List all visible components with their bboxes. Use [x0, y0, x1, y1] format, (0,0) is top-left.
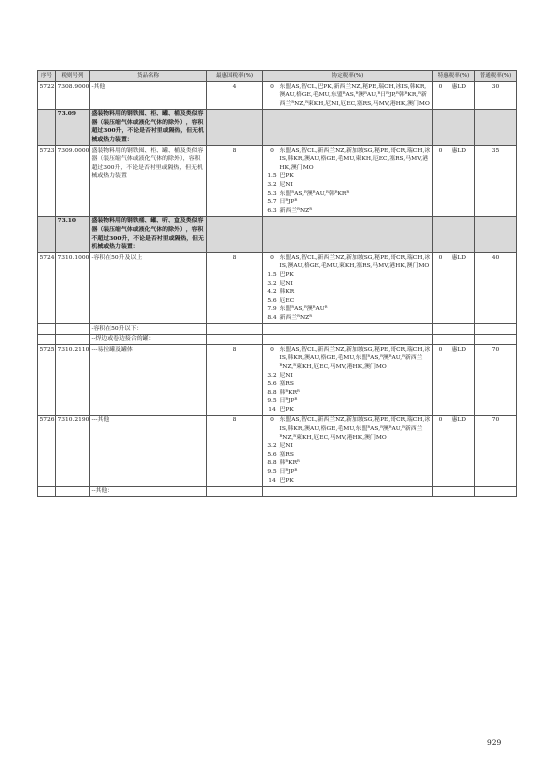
- row-mfn: 8: [207, 146, 263, 217]
- row-seq: [38, 109, 56, 145]
- agreed-line: [265, 346, 431, 372]
- agreed-text: 东盟AS,智CL,新西兰NZ,新加坡SG,秘PE,哥CR,瑞CH,冰IS,韩KR,澳AU,格GE,毛MU,东盟ᴿAS,ᴿ澳ᴿAU,ᴿ新西兰ᴿNZ,ᴿ柬KH,厄EC,马MV,港HK,澳门MO: [279, 346, 431, 370]
- header-code: 税则号列: [56, 71, 90, 82]
- row-mfn: 4: [207, 82, 263, 110]
- row-desc: ---其他: [90, 415, 207, 486]
- agreed-text: 东盟ᴿAS,ᴿ澳ᴿAUᴿ: [279, 306, 328, 313]
- agreed-line: [265, 280, 431, 289]
- subheading-desc: --焊边或卷边接合的罐：: [90, 334, 207, 345]
- agreed-rate: 5.7: [267, 199, 277, 206]
- agreed-line: [265, 271, 431, 280]
- pref-rate: 0: [438, 254, 443, 261]
- agreed-line: [265, 380, 431, 389]
- table-row: [38, 345, 517, 416]
- agreed-rate: 1.5: [267, 173, 277, 180]
- agreed-line: [265, 468, 431, 477]
- agreed-text: 巴PK: [279, 173, 294, 180]
- subheading-row: [38, 324, 517, 335]
- row-agreed: [263, 415, 433, 486]
- agreed-text: 塞RS: [279, 381, 294, 388]
- table-header-row: [38, 71, 517, 82]
- agreed-line: [265, 190, 431, 199]
- agreed-text: 东盟AS,智CL,新西兰NZ,新加坡SG,秘PE,哥CR,瑞CH,冰IS,澳AU,格GE,毛MU,柬KH,塞RS,马MV,港HK,澳门MO: [279, 254, 431, 270]
- subheading-row: [38, 486, 517, 497]
- header-seq: 序号: [38, 71, 56, 82]
- pref-text: 惠LD: [451, 83, 467, 90]
- agreed-line: [265, 477, 431, 486]
- row-code: 7310.2110: [56, 345, 90, 416]
- agreed-rate: 5.3: [267, 190, 277, 197]
- row-general: 70: [475, 415, 517, 486]
- row-seq: 5722: [38, 82, 56, 110]
- heading-row: [38, 109, 517, 145]
- pref-pair: [435, 416, 473, 425]
- empty-cell: [433, 216, 475, 252]
- table-row: [38, 253, 517, 324]
- agreed-text: 韩ᴿKRᴿ: [279, 389, 300, 396]
- agreed-line: [265, 416, 431, 442]
- pref-text: 惠LD: [451, 417, 467, 424]
- agreed-line: [265, 397, 431, 406]
- agreed-text: 尼NI: [279, 182, 293, 189]
- agreed-text: 韩KR: [279, 289, 295, 296]
- row-agreed: [263, 345, 433, 416]
- agreed-rate: 1.5: [267, 271, 277, 278]
- page-number: 929: [487, 738, 502, 747]
- agreed-text: 尼NI: [279, 443, 293, 450]
- row-general: 40: [475, 253, 517, 324]
- row-pref: [433, 415, 475, 486]
- tariff-table: [37, 70, 517, 497]
- empty-cell: [263, 109, 433, 145]
- heading-row: [38, 216, 517, 252]
- agreed-text: 日ᴿJPᴿ: [279, 199, 298, 206]
- pref-text: 惠LD: [451, 346, 467, 353]
- agreed-rate: 9.5: [267, 469, 277, 476]
- subheading-row: [38, 334, 517, 345]
- pref-rate: 0: [438, 147, 443, 154]
- row-code: [56, 324, 90, 335]
- empty-cell: [207, 324, 263, 335]
- row-pref: [433, 146, 475, 217]
- pref-rate: 0: [438, 83, 443, 90]
- empty-cell: [263, 486, 433, 497]
- agreed-text: 日ᴿJPᴿ: [279, 469, 298, 476]
- row-seq: 5726: [38, 415, 56, 486]
- row-desc: 盛装物料用的钢铁囤、柜、罐、桶及类似容器（装压缩气体或液化气体的除外），容积超过300升，不论是否衬里或隔热，但无机械或热力装置: [90, 146, 207, 217]
- row-code: [56, 486, 90, 497]
- row-pref: [433, 345, 475, 416]
- empty-cell: [475, 334, 517, 345]
- heading-code: 73.10: [56, 216, 90, 252]
- header-agreed: 协定税率(%): [263, 71, 433, 82]
- agreed-text: 东盟ᴿAS,ᴿ澳ᴿAU,ᴿ韩ᴿKRᴿ: [279, 190, 350, 197]
- row-code: 7310.1000: [56, 253, 90, 324]
- agreed-rate: 0: [270, 147, 274, 154]
- agreed-rate: 8.8: [267, 389, 277, 396]
- row-mfn: 8: [207, 345, 263, 416]
- empty-cell: [433, 324, 475, 335]
- row-general: 30: [475, 82, 517, 110]
- agreed-text: 新西兰ᴿNZᴿ: [279, 207, 313, 214]
- pref-pair: [435, 346, 473, 355]
- row-code: 7309.0000: [56, 146, 90, 217]
- header-desc: 货品名称: [90, 71, 207, 82]
- empty-cell: [433, 334, 475, 345]
- agreed-line: [265, 83, 431, 109]
- empty-cell: [475, 486, 517, 497]
- pref-pair: [435, 254, 473, 263]
- agreed-line: [265, 181, 431, 190]
- empty-cell: [263, 324, 433, 335]
- agreed-text: 东盟AS,智CL,新西兰NZ,新加坡SG,秘PE,哥CR,瑞CH,冰IS,韩KR,澳AU,格GE,毛MU,柬KH,厄EC,塞RS,马MV,港HK,澳门MO: [279, 147, 431, 171]
- header-general: 普通税率(%): [475, 71, 517, 82]
- agreed-line: [265, 207, 431, 216]
- agreed-line: [265, 172, 431, 181]
- agreed-text: 厄EC: [279, 297, 295, 304]
- agreed-text: 巴PK: [279, 477, 294, 484]
- row-pref: [433, 253, 475, 324]
- agreed-rate: 5.6: [267, 381, 277, 388]
- row-desc: -其他: [90, 82, 207, 110]
- agreed-line: [265, 389, 431, 398]
- row-mfn: 8: [207, 253, 263, 324]
- agreed-rate: 8.4: [267, 314, 277, 321]
- subheading-desc: --其他：: [90, 486, 207, 497]
- agreed-text: 韩ᴿKRᴿ: [279, 460, 300, 467]
- empty-cell: [433, 486, 475, 497]
- row-mfn: 8: [207, 415, 263, 486]
- row-agreed: [263, 82, 433, 110]
- agreed-rate: 8.8: [267, 460, 277, 467]
- heading-desc: 盛装物料用的钢铁桶、罐、听、盒及类似容器（装压缩气体或液化气体的除外），容积不超过300升，不论是否衬里或隔热，但无机械或热力装置：: [90, 216, 207, 252]
- agreed-line: [265, 297, 431, 306]
- row-code: 7310.2190: [56, 415, 90, 486]
- agreed-line: [265, 147, 431, 173]
- row-seq: 5725: [38, 345, 56, 416]
- row-general: 35: [475, 146, 517, 217]
- agreed-rate: 3.2: [267, 372, 277, 379]
- row-desc: ---易拉罐及罐体: [90, 345, 207, 416]
- agreed-text: 尼NI: [279, 372, 293, 379]
- agreed-line: [265, 305, 431, 314]
- row-code: [56, 334, 90, 345]
- agreed-text: 巴PK: [279, 406, 294, 413]
- table-row: [38, 146, 517, 217]
- agreed-text: 东盟AS,智CL,巴PK,新西兰NZ,秘PE,瑞CH,冰IS,韩KR,澳AU,格GE,毛MU,东盟ᴿAS,ᴿ澳ᴿAU,ᴿ日ᴿJP,ᴿ韩ᴿKR,ᴿ新西兰ᴿNZ,ᴿ柬KH,尼NI,厄EC,塞RS,马MV,港HK,澳门MO: [279, 83, 430, 107]
- agreed-rate: 5.6: [267, 451, 277, 458]
- agreed-rate: 4.2: [267, 289, 277, 296]
- pref-pair: [435, 147, 473, 156]
- row-seq: 5723: [38, 146, 56, 217]
- empty-cell: [207, 334, 263, 345]
- agreed-text: 塞RS: [279, 451, 294, 458]
- table-row: [38, 415, 517, 486]
- row-code: 7308.9000: [56, 82, 90, 110]
- pref-rate: 0: [438, 417, 443, 424]
- agreed-line: [265, 254, 431, 271]
- table-row: [38, 82, 517, 110]
- agreed-rate: 14: [268, 406, 276, 413]
- row-desc: -容积在50升及以上: [90, 253, 207, 324]
- agreed-text: 日ᴿJPᴿ: [279, 398, 298, 405]
- agreed-line: [265, 451, 431, 460]
- row-pref: [433, 82, 475, 110]
- row-seq: [38, 334, 56, 345]
- pref-text: 惠LD: [451, 147, 467, 154]
- empty-cell: [263, 334, 433, 345]
- agreed-line: [265, 459, 431, 468]
- agreed-rate: 0: [270, 346, 274, 353]
- agreed-rate: 3.2: [267, 280, 277, 287]
- header-mfn: 最惠国税率(%): [207, 71, 263, 82]
- row-agreed: [263, 253, 433, 324]
- agreed-rate: 0: [270, 417, 274, 424]
- row-agreed: [263, 146, 433, 217]
- agreed-line: [265, 288, 431, 297]
- agreed-line: [265, 314, 431, 323]
- empty-cell: [263, 216, 433, 252]
- heading-desc: 盛装物料用的钢铁囤、柜、罐、桶及类似容器（装压缩气体或液化气体的除外），容积超过300升，不论是否衬里或隔热，但无机械或热力装置：: [90, 109, 207, 145]
- agreed-text: 新西兰ᴿNZᴿ: [279, 314, 313, 321]
- agreed-rate: 14: [268, 477, 276, 484]
- empty-cell: [207, 109, 263, 145]
- pref-pair: [435, 83, 473, 92]
- row-seq: [38, 324, 56, 335]
- empty-cell: [475, 324, 517, 335]
- agreed-text: 东盟AS,智CL,新西兰NZ,新加坡SG,秘PE,哥CR,瑞CH,冰IS,韩KR,澳AU,格GE,毛MU,东盟ᴿAS,ᴿ澳ᴿAU,ᴿ新西兰ᴿNZ,ᴿ柬KH,厄EC,马MV,港HK,澳门MO: [279, 417, 431, 441]
- agreed-rate: 6.3: [267, 207, 277, 214]
- heading-code: 73.09: [56, 109, 90, 145]
- agreed-text: 巴PK: [279, 271, 294, 278]
- empty-cell: [475, 216, 517, 252]
- agreed-rate: 7.9: [267, 306, 277, 313]
- agreed-line: [265, 198, 431, 207]
- agreed-rate: 0: [270, 83, 274, 90]
- agreed-text: 尼NI: [279, 280, 293, 287]
- table-body: [38, 82, 517, 497]
- empty-cell: [207, 216, 263, 252]
- row-general: 70: [475, 345, 517, 416]
- agreed-line: [265, 442, 431, 451]
- agreed-rate: 5.6: [267, 297, 277, 304]
- agreed-rate: 0: [270, 254, 274, 261]
- agreed-rate: 9.5: [267, 398, 277, 405]
- agreed-line: [265, 406, 431, 415]
- agreed-rate: 3.2: [267, 443, 277, 450]
- header-pref: 特惠税率(%): [433, 71, 475, 82]
- row-seq: [38, 486, 56, 497]
- pref-rate: 0: [438, 346, 443, 353]
- agreed-line: [265, 372, 431, 381]
- row-seq: 5724: [38, 253, 56, 324]
- subheading-desc: -容积在50升以下：: [90, 324, 207, 335]
- agreed-rate: 3.2: [267, 182, 277, 189]
- empty-cell: [475, 109, 517, 145]
- empty-cell: [207, 486, 263, 497]
- empty-cell: [433, 109, 475, 145]
- row-seq: [38, 216, 56, 252]
- pref-text: 惠LD: [451, 254, 467, 261]
